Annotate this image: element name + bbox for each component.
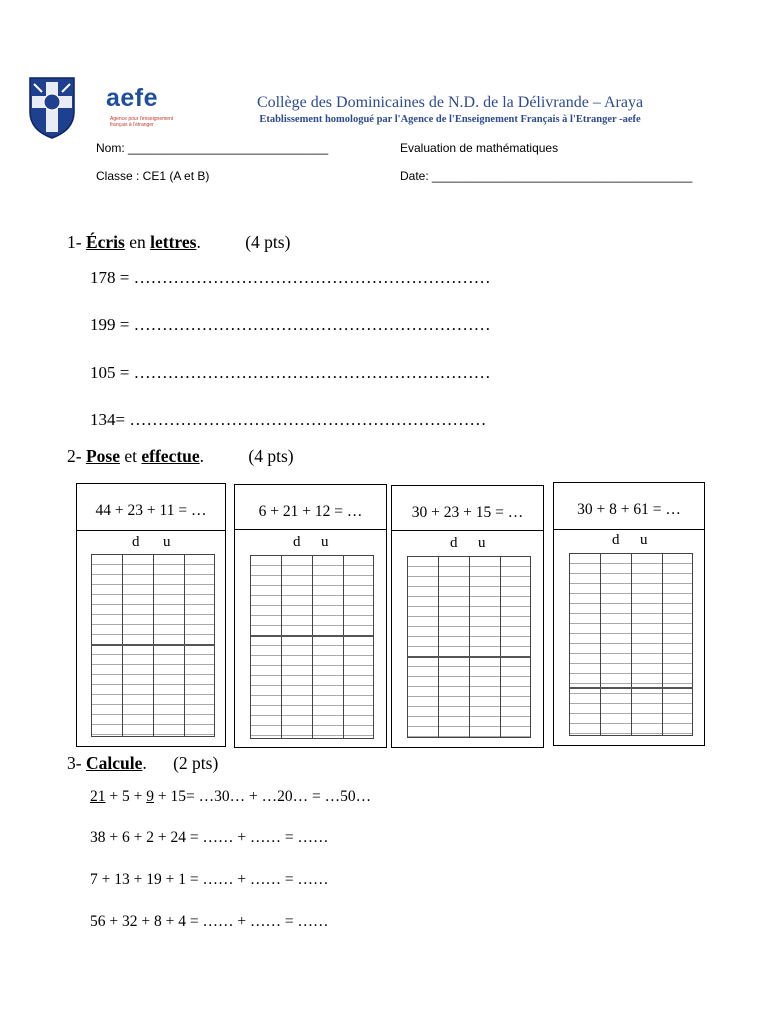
name-field: Nom: ______________________________	[96, 141, 329, 155]
box-divider	[554, 529, 704, 530]
section3-dot: .	[142, 753, 147, 773]
write-line-199: 199 = ………………………………………………………	[90, 315, 491, 334]
units-label: u	[163, 534, 171, 550]
section2-word-et: et	[124, 446, 137, 466]
calc-line-2: 7 + 13 + 19 + 1 = …… + …… = ……	[90, 871, 329, 888]
calc-example-d: + 15= …30… + …20… = …50…	[153, 788, 372, 805]
section2-word-pose: Pose	[85, 446, 120, 466]
college-title: Collège des Dominicaines de N.D. de la Délivrande – Araya	[256, 94, 644, 111]
section3-points: (2 pts)	[173, 753, 219, 773]
addition-expression-2: 6 + 21 + 12 = …	[258, 503, 363, 520]
date-field: Date: _______________________________________	[400, 169, 693, 183]
section3-number: 3-	[67, 753, 82, 773]
calc-line-1: 38 + 6 + 2 + 24 = …… + …… = ……	[90, 829, 329, 846]
tens-label: d	[293, 534, 301, 550]
section3-heading	[67, 753, 218, 774]
college-subtitle: Etablissement homologué par l'Agence de l'Enseignement Français à l'Etranger -aefe	[259, 114, 641, 125]
addition-expression-3: 30 + 23 + 15 = …	[411, 504, 524, 521]
addition-expression-4: 30 + 8 + 61 = …	[577, 501, 681, 518]
section1-number: 1-	[67, 232, 82, 252]
section2-number: 2-	[67, 446, 82, 466]
addition-expression-1: 44 + 23 + 11 = …	[95, 502, 207, 519]
school-crest-icon	[28, 76, 76, 140]
units-label: u	[321, 534, 329, 550]
write-line-105: 105 = ………………………………………………………	[90, 363, 491, 382]
calc-line-3: 56 + 32 + 8 + 4 = …… + …… = ……	[90, 913, 329, 930]
column-grid	[569, 553, 693, 736]
tens-label: d	[612, 532, 620, 548]
write-line-178: 178 = ………………………………………………………	[90, 268, 491, 287]
tens-label: d	[450, 535, 458, 551]
tens-label: d	[132, 534, 140, 550]
calc-example-a: 21	[90, 788, 106, 805]
section1-word-en: en	[129, 232, 146, 252]
box-divider	[392, 530, 543, 531]
column-grid	[407, 556, 531, 738]
units-label: u	[478, 535, 486, 551]
write-line-134: 134= ………………………………………………………	[90, 410, 487, 429]
section2-points: (4 pts)	[248, 446, 294, 466]
section1-dot: .	[196, 232, 201, 252]
units-label: u	[640, 532, 648, 548]
aefe-logo-text: aefe	[106, 84, 159, 112]
addition-box-2	[234, 484, 387, 748]
section1-word-lettres: lettres	[150, 232, 197, 252]
section3-word-calcule: Calcule	[85, 753, 143, 773]
addition-box-1	[76, 483, 226, 747]
section2-word-effectue: effectue	[141, 446, 200, 466]
calc-example	[90, 788, 371, 806]
column-grid	[250, 555, 374, 739]
section2-dot: .	[199, 446, 205, 466]
section1-heading	[67, 232, 290, 253]
addition-box-4	[553, 482, 705, 746]
section1-word-ecris: Écris	[85, 232, 125, 252]
addition-box-3	[391, 485, 544, 748]
class-field: Classe : CE1 (A et B)	[96, 169, 210, 183]
box-divider	[77, 530, 225, 531]
calc-example-c: 9	[146, 788, 154, 805]
evaluation-title: Evaluation de mathématiques	[400, 141, 559, 155]
column-grid	[91, 554, 215, 737]
box-divider	[235, 529, 386, 530]
aefe-logo-caption: Agence pour l'enseignement français à l'étranger	[110, 116, 174, 128]
section2-heading	[67, 446, 294, 467]
calc-example-b: + 5 +	[105, 788, 147, 805]
section1-points: (4 pts)	[245, 232, 291, 252]
